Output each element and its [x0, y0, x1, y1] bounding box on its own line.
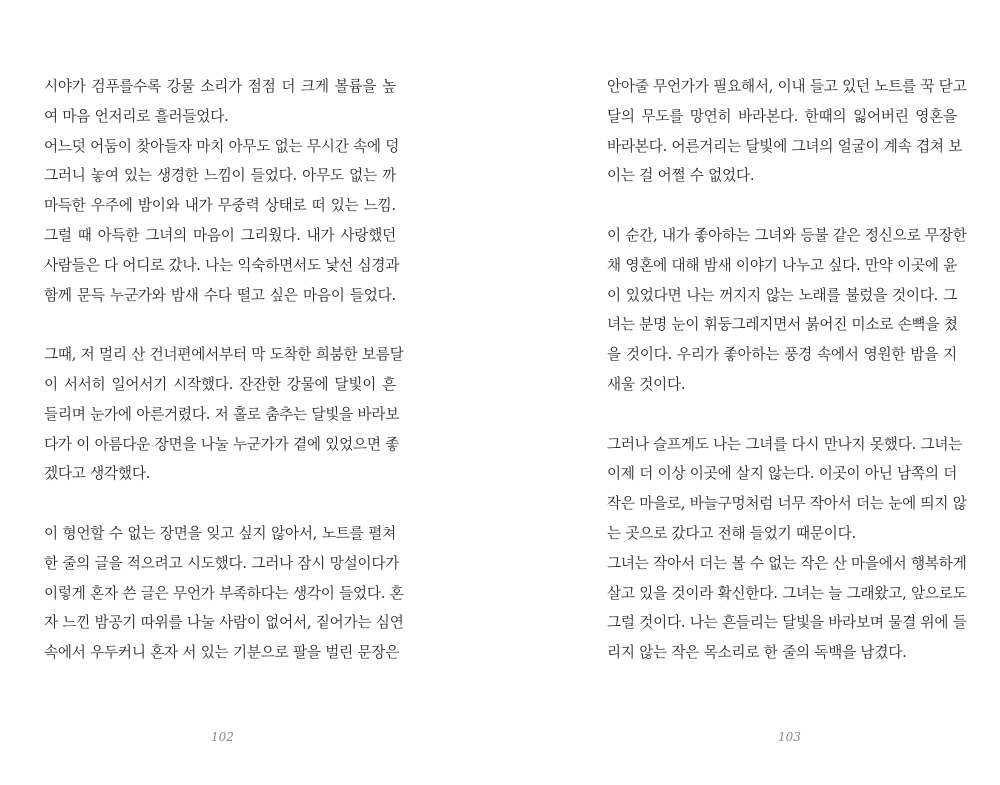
text-line: 들리며 눈가에 아른거렸다. 저 홀로 춤추는 달빛을 바라보: [44, 405, 400, 423]
right-page-body: [607, 72, 967, 668]
text-line: 리지 않는 작은 목소리로 한 줄의 독백을 남겼다.: [607, 644, 907, 662]
text-line: 겠다고 생각했다.: [44, 465, 151, 483]
text-line: 그때, 저 멀리 산 건너편에서부터 막 도착한 희붐한 보름달: [44, 346, 404, 364]
paragraph-gap: [44, 489, 396, 519]
text-line: 다가 이 아름다운 장면을 나눌 누군가가 곁에 있었으면 좋: [44, 435, 400, 453]
text-line: 마득한 우주에 밤이와 내가 무중력 상태로 떠 있는 느낌.: [44, 197, 396, 215]
page-number: 102: [211, 730, 234, 744]
text-line: 이는 걸 어쩔 수 없었다.: [607, 167, 755, 185]
text-line: 바라본다. 어른거리는 달빛에 그녀의 얼굴이 계속 겹쳐 보: [607, 137, 963, 155]
text-line: 는 곳으로 갔다고 전해 들었기 때문이다.: [607, 524, 856, 542]
text-line: 시야가 검푸를수록 강물 소리가 점점 더 크게 볼륨을 높: [44, 78, 396, 95]
text-line: 사람들은 다 어디로 갔나. 나는 익숙하면서도 낯선 심경과: [44, 256, 400, 274]
text-line: 달의 무도를 망연히 바라본다. 한때의 잃어버린 영혼을: [607, 107, 957, 125]
paragraph-gap: [607, 400, 957, 430]
text-line: 그럴 때 아득한 그녀의 마음이 그리웠다. 내가 사랑했던: [44, 226, 396, 244]
text-line: 새울 것이다.: [607, 375, 686, 393]
text-line: 그녀는 작아서 더는 볼 수 없는 작은 산 마을에서 행복하게: [607, 554, 967, 572]
left-page-body: [44, 72, 404, 668]
text-line: 살고 있을 것이라 확신한다. 그녀는 늘 그래왔고, 앞으로도: [607, 584, 967, 602]
text-line: 이 형언할 수 없는 장면을 잊고 싶지 않아서, 노트를 펼쳐: [44, 524, 396, 542]
text-line: 이제 더 이상 이곳에 살지 않는다. 이곳이 아닌 남쪽의 더: [607, 465, 958, 483]
right-page: [500, 0, 1000, 785]
text-line: 이 있었다면 나는 꺼지지 않는 노래를 불렀을 것이다. 그: [607, 286, 957, 304]
page-number: 103: [778, 730, 801, 744]
text-line: 이렇게 혼자 쓴 글은 무언가 부족하다는 생각이 들었다. 혼: [44, 584, 404, 602]
text-line: 이 순간, 내가 좋아하는 그녀와 등불 같은 정신으로 무장한: [607, 226, 967, 244]
text-line: 작은 마을로, 바늘구멍처럼 너무 작아서 더는 눈에 띄지 않: [607, 495, 967, 513]
text-line: 속에서 우두커니 혼자 서 있는 기분으로 팔을 벌린 문장은: [44, 644, 400, 662]
text-line: 한 줄의 글을 적으려고 시도했다. 그러나 잠시 망설이다가: [44, 554, 400, 572]
text-line: 을 것이다. 우리가 좋아하는 풍경 속에서 영원한 밤을 지: [607, 346, 957, 364]
text-line: 자 느낀 밤공기 따위를 나눌 사람이 없어서, 짙어가는 심연: [44, 614, 404, 632]
paragraph-gap: [607, 191, 957, 221]
text-line: 어느덧 어둠이 찾아들자 마치 아무도 없는 무시간 속에 덩: [44, 137, 400, 155]
text-line: 함께 문득 누군가와 밤새 수다 떨고 싶은 마음이 들었다.: [44, 286, 396, 304]
text-line: 여 마음 언저리로 흘러들었다.: [44, 107, 229, 125]
text-line: 채 영혼에 대해 밤새 이야기 나누고 싶다. 만약 이곳에 윤: [607, 256, 958, 274]
text-line: 그러니 놓여 있는 생경한 느낌이 들었다. 아무도 없는 까: [44, 167, 396, 185]
text-line: 그러나 슬프게도 나는 그녀를 다시 만나지 못했다. 그녀는: [607, 435, 963, 453]
paragraph-gap: [44, 310, 396, 340]
text-line: 안아줄 무언가가 필요해서, 이내 들고 있던 노트를 꾹 닫고: [607, 78, 967, 95]
text-line: 그럴 것이다. 나는 흔들리는 달빛을 바라보며 물결 위에 들: [607, 614, 967, 632]
text-line: 이 서서히 일어서기 시작했다. 잔잔한 강물에 달빛이 흔: [44, 375, 396, 393]
text-line: 녀는 분명 눈이 휘둥그레지면서 붉어진 미소로 손뼉을 쳤: [607, 316, 958, 334]
